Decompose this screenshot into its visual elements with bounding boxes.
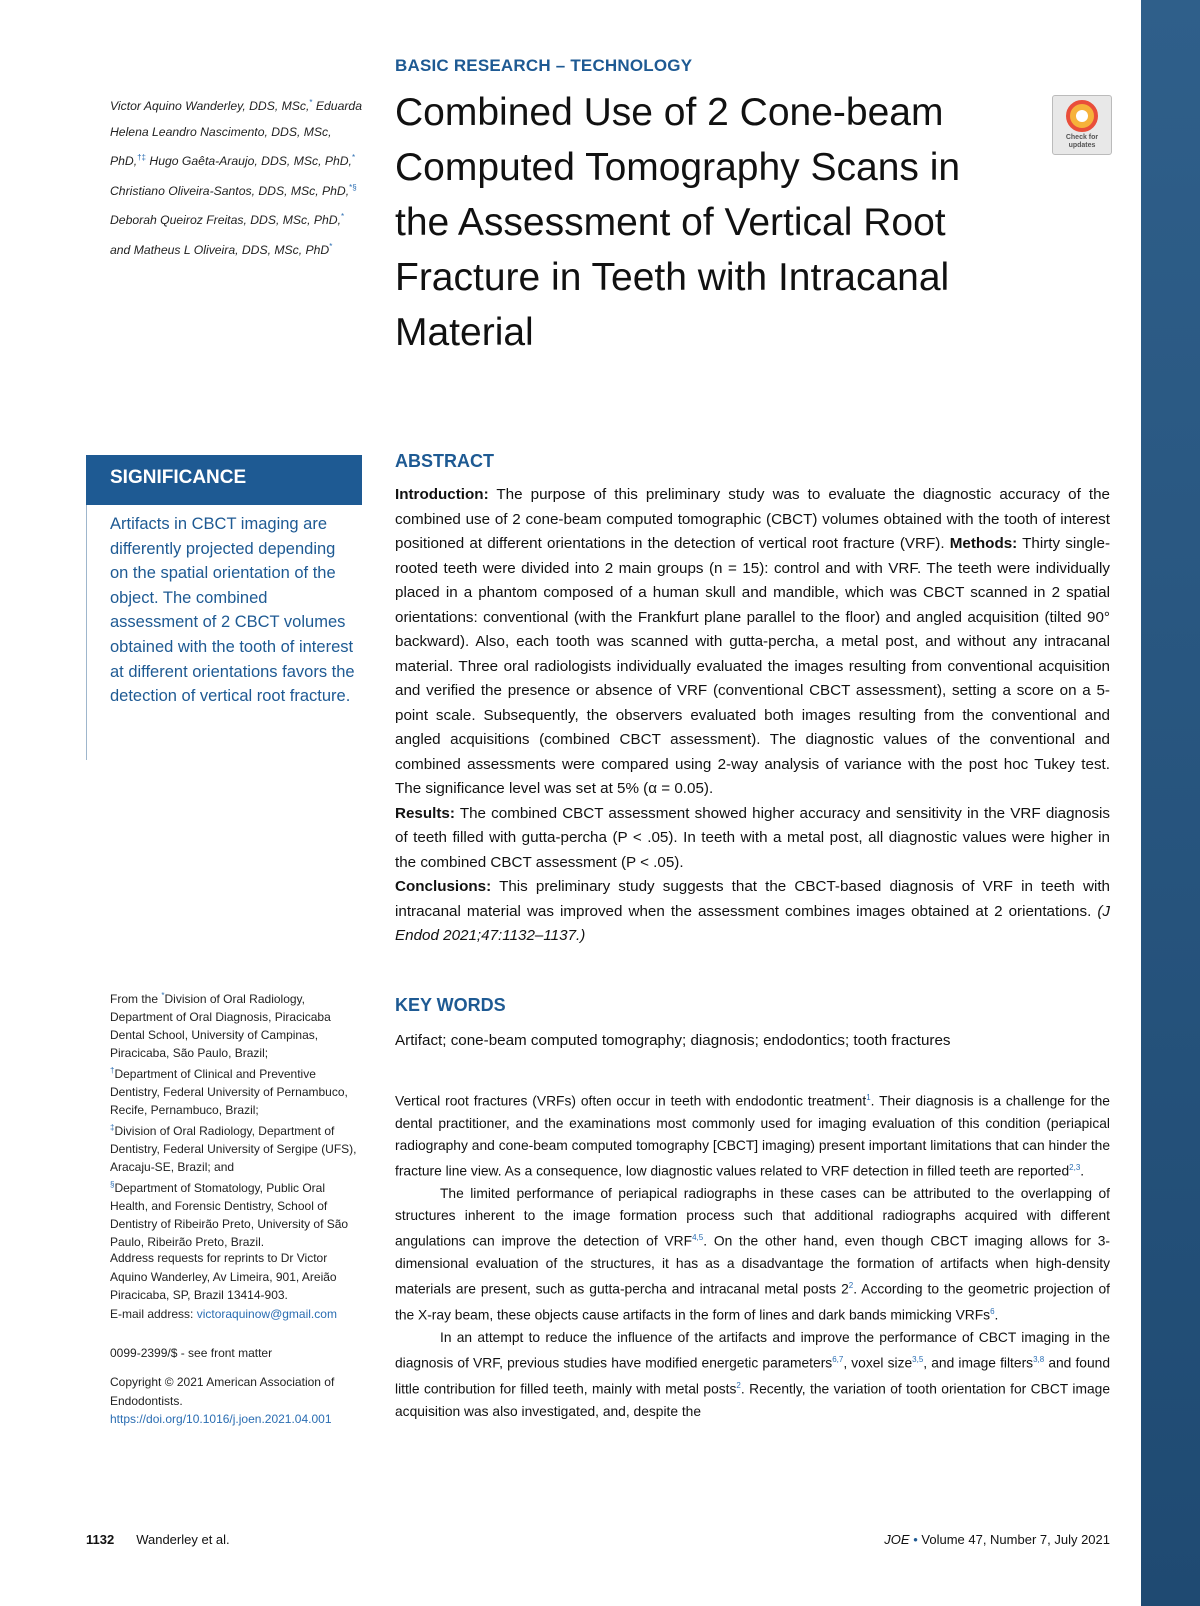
results-text: The combined CBCT assessment showed higher accuracy and sensitivity in the VRF diagnosis of teeth filled with gutta-percha (P < .05). In teeth with a metal post, all diagnostic values were higher in the combined CBCT assessment (P < .05). bbox=[395, 804, 1110, 871]
abstract-body bbox=[395, 483, 1110, 949]
issue-info: Volume 47, Number 7, July 2021 bbox=[921, 1532, 1110, 1547]
author: Eduarda Helena Leandro Nascimento, DDS, MSc, PhD, bbox=[110, 99, 362, 169]
author: Hugo Gaêta-Araujo, DDS, MSc, PhD, bbox=[146, 154, 352, 169]
doi-link[interactable]: https://doi.org/10.1016/j.joen.2021.04.001 bbox=[110, 1412, 332, 1427]
paragraph: In an attempt to reduce the influence of the artifacts and improve the performance of CBCT imaging in the diagnosis of VRF, previous studies have modified energetic parameters$^{6,7}$, voxel size$^{3,5}$, and image filters$^{3,8}$ and found little contribution for filled teeth, mainly with metal posts$^2$. Recently, the variation of tooth orientation for CBCT image acquisition was also investigated, and, despite the bbox=[395, 1330, 1110, 1419]
front-matter: 0099-2399/$ - see front matter bbox=[110, 1346, 273, 1360]
affiliations: From the *Division of Oral Radiology, Department of Oral Diagnosis, Piracicaba Dental School, University of Campinas, Piracicaba, São Paulo, Brazil; †Department of Clinical and Preventive Dentistry, Federal University of Pernambuco, Recife, Pernambuco, Brazil; ‡Division of Oral Radiology, Department of Dentistry, Federal University of Sergipe (UFS), Aracaju-SE, Brazil; and §Department of Stomatology, Public Oral Health, and Forensic Dentistry, School of Dentistry of Ribeirão Preto, University of São Paulo, Ribeirão Preto, Brazil. bbox=[110, 991, 357, 1249]
footer-right: JOE • Volume 47, Number 7, July 2021 bbox=[884, 1532, 1110, 1547]
methods-label: Methods: bbox=[949, 535, 1018, 552]
section-label: BASIC RESEARCH – TECHNOLOGY bbox=[395, 56, 693, 75]
email-link[interactable]: victoraquinow@gmail.com bbox=[196, 1306, 337, 1321]
significance-divider bbox=[86, 505, 87, 760]
page-number: 1132 bbox=[86, 1532, 115, 1547]
affiliation: Division of Oral Radiology, Department of Oral Diagnosis, Piracicaba Dental School, University of Campinas, Piracicaba, São Paulo, Brazil; bbox=[110, 992, 331, 1060]
author: Christiano Oliveira-Santos, DDS, MSc, PhD, bbox=[110, 183, 350, 198]
decorative-side-bar bbox=[1141, 0, 1200, 1606]
conclusions-text: This preliminary study suggests that the CBCT-based diagnosis of VRF in teeth with intracanal material was improved when the assessment combines images obtained at 2 orientations. bbox=[395, 878, 1110, 920]
abstract-heading: ABSTRACT bbox=[395, 451, 494, 471]
journal-name: JOE bbox=[884, 1532, 910, 1547]
copyright: Copyright © 2021 American Association of Endodontists. https://doi.org/10.1016/j.joen.2021.04.001 bbox=[110, 1375, 335, 1427]
update-icon bbox=[1066, 100, 1098, 132]
article-title: Combined Use of 2 Cone-beam Computed Tomography Scans in the Assessment of Vertical Root Fracture in Teeth with Intracanal Material bbox=[395, 91, 961, 354]
reprint-address: Address requests for reprints to Dr Victor Aquino Wanderley, Av Limeira, 901, Areião Piracicaba, SP, Brazil 13414-903. E-mail address: victoraquinow@gmail.com bbox=[110, 1251, 337, 1321]
author: Victor Aquino Wanderley, DDS, MSc, bbox=[110, 99, 310, 114]
affiliation: Department of Stomatology, Public Oral Health, and Forensic Dentistry, School of Dentistry of Ribeirão Preto, University of São Paulo, Ribeirão Preto, Brazil. bbox=[110, 1181, 349, 1249]
significance-text: Artifacts in CBCT imaging are differently projected depending on the spatial orientation of the object. The combined assessment of 2 CBCT volumes obtained with the tooth of interest at different orientations favors the detection of vertical root fracture. bbox=[110, 515, 355, 706]
intro-text: The purpose of this preliminary study was to evaluate the diagnostic accuracy of the combined use of 2 cone-beam computed tomographic (CBCT) volumes obtained with the tooth of interest positioned at different orientations in the detection of vertical root fracture (VRF). bbox=[395, 486, 1110, 552]
conclusions-label: Conclusions: bbox=[395, 878, 492, 895]
results-label: Results: bbox=[395, 804, 455, 822]
keywords-heading: KEY WORDS bbox=[395, 995, 506, 1015]
author-list: Victor Aquino Wanderley, DDS, MSc,* Eduarda Helena Leandro Nascimento, DDS, MSc, PhD,†‡ Hugo Gaêta-Araujo, DDS, MSc, PhD,* Christiano Oliveira-Santos, DDS, MSc, PhD,*§ Deborah Queiroz Freitas, DDS, MSc, PhD,* and Matheus L Oliveira, DDS, MSc, PhD* bbox=[110, 98, 362, 257]
paragraph: Vertical root fractures (VRFs) often occur in teeth with endodontic treatment$^1$. Their diagnosis is a challenge for the dental practitioner, and the examinations most commonly used for imaging evaluation of this condition (periapical radiography and cone-beam computed tomography [CBCT] imaging) present important limitations that can hinder the fracture line view. As a consequence, low diagnostic values related to VRF detection in filled teeth are reported$^{2,3}$. bbox=[395, 1093, 1110, 1179]
author: Deborah Queiroz Freitas, DDS, MSc, PhD, bbox=[110, 213, 341, 228]
intro-label: Introduction: bbox=[395, 486, 489, 503]
article-body bbox=[395, 1087, 1110, 1423]
keywords-text: Artifact; cone-beam computed tomography; diagnosis; endodontics; tooth fractures bbox=[395, 1032, 951, 1049]
author: and Matheus L Oliveira, DDS, MSc, PhD bbox=[110, 242, 330, 257]
badge-label: Check for updates bbox=[1065, 134, 1099, 149]
significance-heading: SIGNIFICANCE bbox=[110, 467, 247, 488]
footer-left bbox=[86, 1532, 230, 1547]
check-for-updates-badge[interactable] bbox=[1052, 95, 1112, 155]
methods-text: Thirty single-rooted teeth were divided into 2 main groups (n = 15): control and with VRF. The teeth were individually placed in a phantom composed of a human skull and mandible, which was CBCT scanned in 2 spatial orientations: conventional (with the Frankfurt plane parallel to the floor) and angled acquisition (tilted 90° backward). Also, each tooth was scanned with gutta-percha, a metal post, and without any intracanal material. Three oral radiologists individually evaluated the images resulting from conventional acquisition and verified the presence or absence of VRF (conventional CBCT assessment), setting a score on a 5-point scale. Subsequently, the observers evaluated both images resulting from the conventional and angled acquisitions (combined CBCT assessment). The diagnostic values of the conventional and combined assessments were compared using 2-way analysis of variance with the post hoc Tukey test. The significance level was set at 5% (α = 0.05). bbox=[395, 535, 1110, 797]
affiliation: Department of Clinical and Preventive Dentistry, Federal University of Pernambuco, Recife, Pernambuco, Brazil; bbox=[110, 1067, 348, 1117]
paragraph: The limited performance of periapical radiographs in these cases can be attributed to the overlapping of structures inherent to the image formation process such that additional radiographs acquired with different angulations can improve the detection of VRF$^{4,5}$. On the other hand, even though CBCT imaging allows for 3-dimensional evaluation of the structures, it has as a disadvantage the formation of artifacts when high-density materials are present, such as gutta-percha and intracanal metal posts $2^2$. According to the geometric projection of the X-ray beam, these objects cause artifacts in the form of lines and dark bands mimicking VRFs$^6$. bbox=[395, 1186, 1110, 1323]
citation: (J Endod 2021;47:1132–1137.) bbox=[395, 902, 1110, 944]
running-author: Wanderley et al. bbox=[136, 1532, 230, 1547]
affiliation: Division of Oral Radiology, Department of Dentistry, Federal University of Sergipe (UFS), Aracaju-SE, Brazil; and bbox=[110, 1124, 357, 1174]
